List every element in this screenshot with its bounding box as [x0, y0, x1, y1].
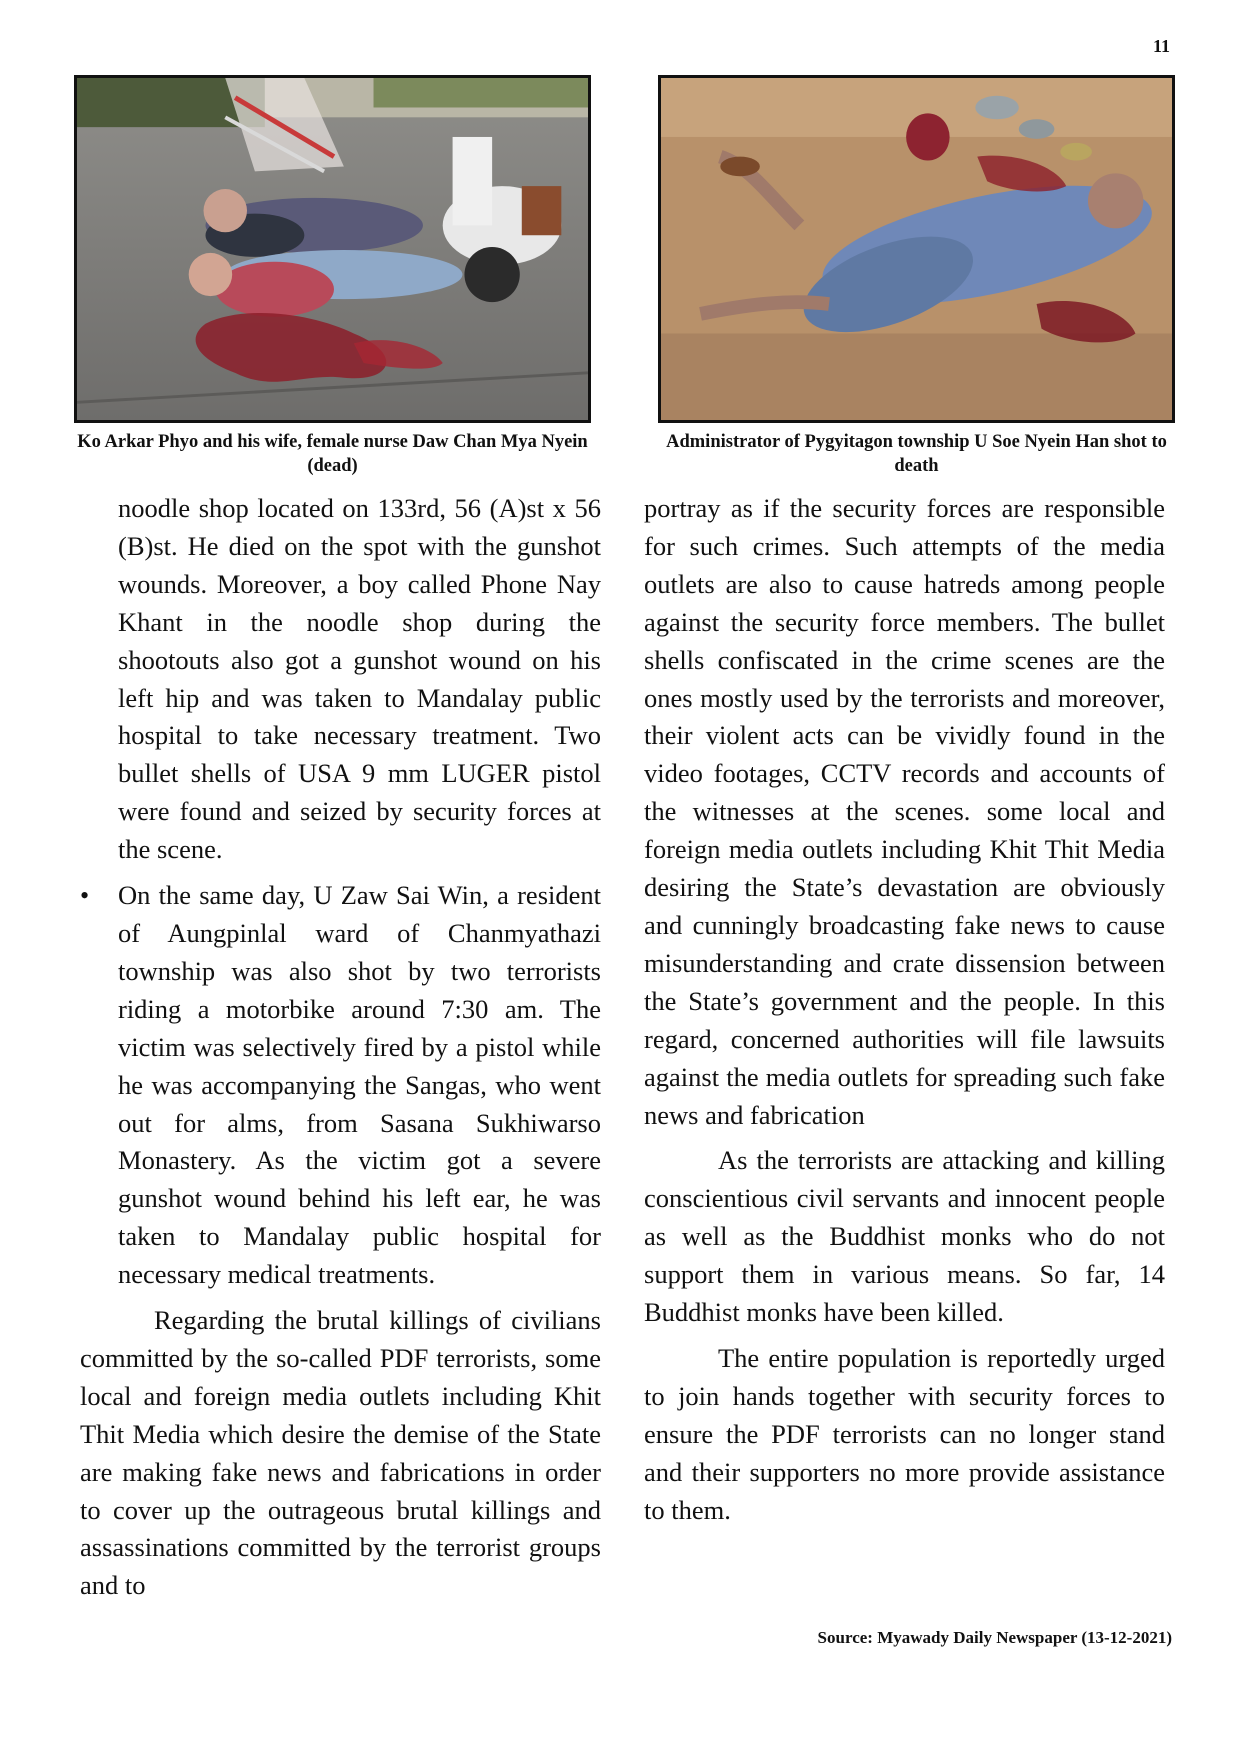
photo-caption-right: Administrator of Pygyitagon township U Soe Nyein Han shot to death [666, 432, 1167, 476]
road-scene-image [77, 78, 588, 420]
ground-scene-image [661, 78, 1172, 420]
page-number: 11 [1152, 36, 1170, 56]
news-photo-right [658, 75, 1175, 423]
body-paragraph-continued: portray as if the security forces are responsible for such crimes. Such attempts of the media outlets are also to cause hatreds among people against the security force members. The bullet shells confiscated in the crime scenes are the ones mostly used by the terrorists and moreover, their violent acts can be vividly found in the video footages, CCTV records and accounts of the witnesses at the scenes. some local and foreign media outlets including Khit Thit Media desiring the State’s devastation are obviously and cunningly broadcasting fake news to cause misunderstanding and crate dissension between the State’s government and the people. In this regard, concerned authorities will file lawsuits against the media outlets for spreading such fake news and fabrication [644, 493, 1165, 1130]
source-credit: Source: Myawady Daily Newspaper (13-12-2021) [817, 1628, 1172, 1647]
right-column [644, 490, 1165, 1529]
bullet-text: noodle shop located on 133rd, 56 (A)st x 56 (B)st. He died on the spot with the gunshot wounds. Moreover, a boy called Phone Nay Khant in the noodle shop during the shootouts also got a gunshot wound on his left hip and was taken to Mandalay public hospital to take necessary treatment. Two bullet shells of USA 9 mm LUGER pistol were found and seized by security forces at the scene. [118, 493, 601, 865]
bullet-dot-icon: • [80, 881, 90, 911]
photo-caption-left: Ko Arkar Phyo and his wife, female nurse Daw Chan Mya Nyein (dead) [77, 432, 588, 476]
bullet-item [80, 877, 601, 1294]
body-paragraph: As the terrorists are attacking and killing conscientious civil servants and innocent people as well as the Buddhist monks who do not support them in various means. So far, 14 Buddhist monks have been killed. [644, 1145, 1165, 1328]
bullet-item-continued [80, 490, 601, 869]
body-paragraph: The entire population is reportedly urged to join hands together with security forces to ensure the PDF terrorists can no longer stand and their supporters no more provide assistance to them. [644, 1342, 1165, 1525]
news-photo-left [74, 75, 591, 423]
bullet-text: On the same day, U Zaw Sai Win, a resident of Aungpinlal ward of Chanmyathazi township was also shot by two terrorists riding a motorbike around 7:30 am. The victim was selectively fired by a pistol while he was accompanying the Sangas, who went out for alms, from Sasana Sukhiwarso Monastery. As the victim got a severe gunshot wound behind his left ear, he was taken to Mandalay public hospital for necessary medical treatments. [118, 880, 601, 1290]
body-paragraph: Regarding the brutal killings of civilians committed by the so-called PDF terrorists, some local and foreign media outlets including Khit Thit Media which desire the demise of the State are making fake news and fabrications in order to cover up the outrageous brutal killings and assassinations committed by the terrorist groups and to [80, 1305, 601, 1601]
left-column [80, 490, 601, 1605]
